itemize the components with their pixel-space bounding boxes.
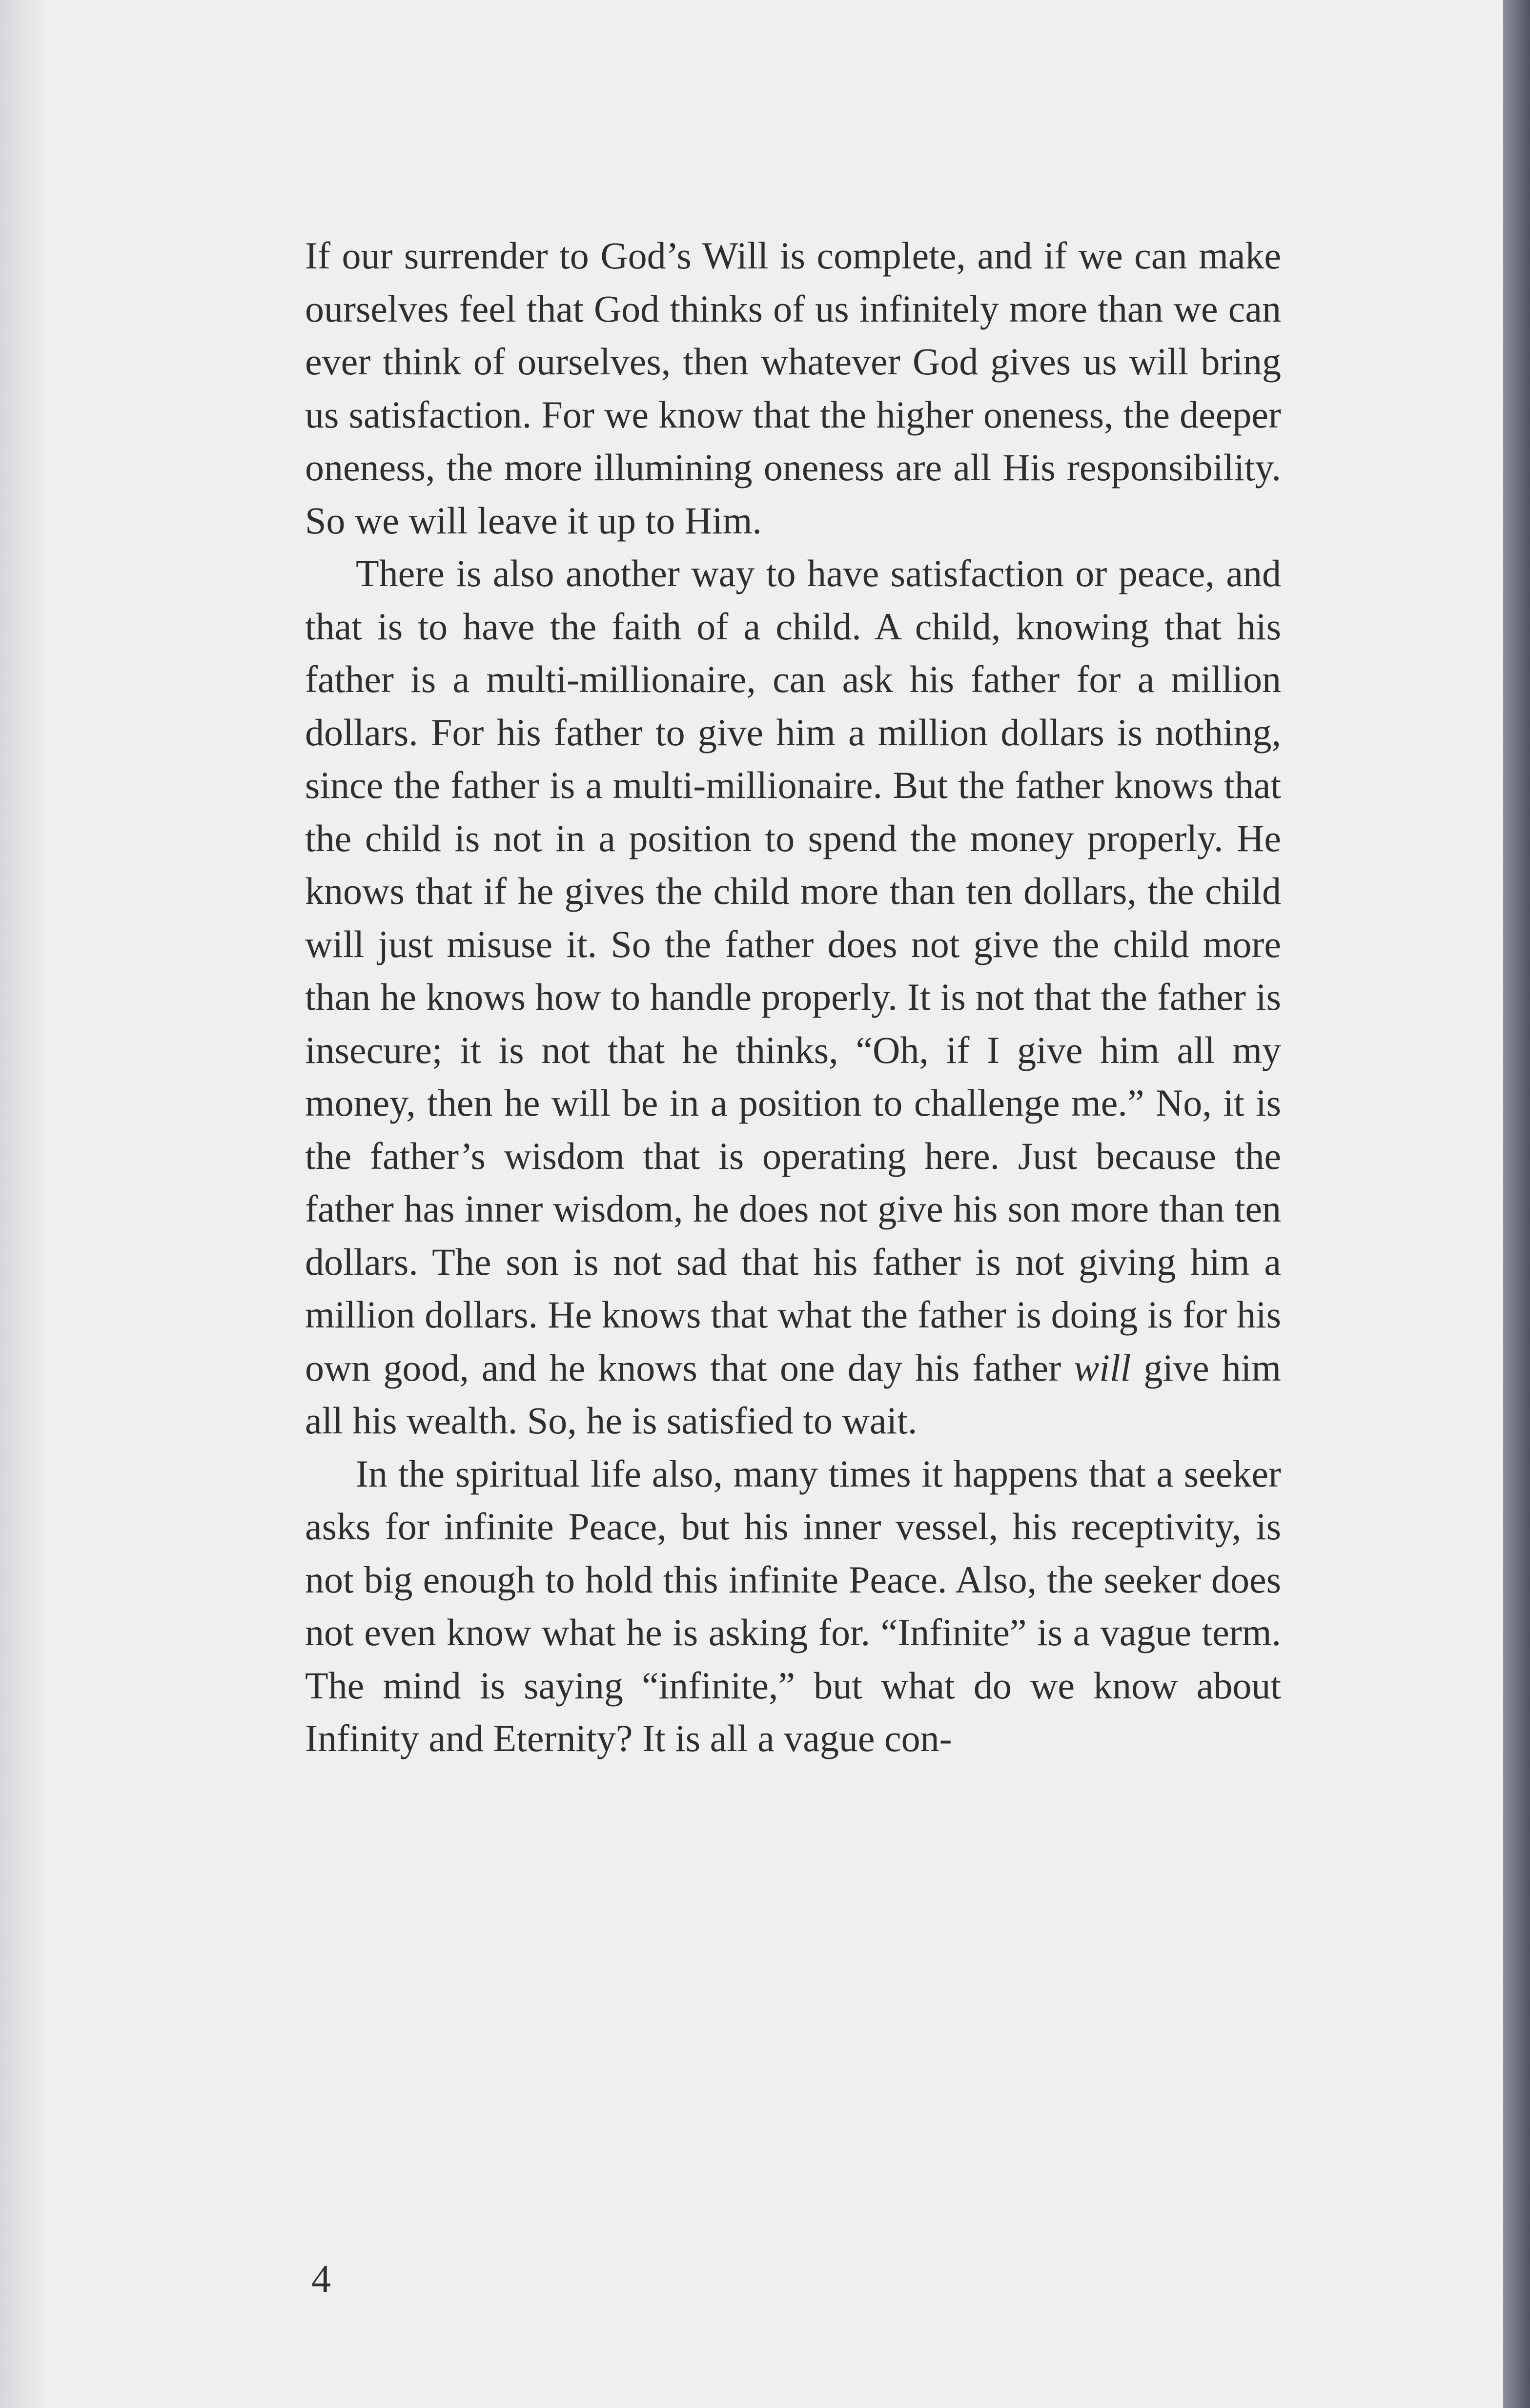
body-text — [305, 229, 1281, 1765]
paragraph-2 — [305, 547, 1281, 1448]
paragraph-3: In the spiritual life also, many times it happens that a seeker asks for infinite Peace, but his inner vessel, his receptivity, is not big enough to hold this infinite Peace. Also, the seeker does not even know what he is asking for. “Infinite” is a vague term. The mind is saying “infinite,” but what do we know about Infinity and Eternity? It is all a vague con- — [305, 1452, 1281, 1759]
paragraph-1: If our surrender to God’s Will is complete, and if we can make ourselves feel that God thinks of us infinitely more than we can ever think of ourselves, then whatever God gives us will bring us satisfaction. For we know that the higher oneness, the deeper oneness, the more illumining oneness are all His responsibility. So we will leave it up to Him. — [305, 234, 1281, 542]
paragraph-2-text: There is also another way to have satisfaction or peace, and that is to have the faith of a child. A child, knowing that his father is a multi-millionaire, can ask his father for a million dollars. For his father to give him a million dollars is nothing, since the father is a multi-millionaire. But the father knows that the child is not in a position to spend the money properly. He knows that if he gives the child more than ten dollars, the child will just misuse it. So the father does not give the child more than he knows how to handle properly. It is not that the father is insecure; it is not that he thinks, “Oh, if I give him all my money, then he will be in a position to challenge me.” No, it is the father’s wisdom that is operating here. Just because the father has inner wisdom, he does not give his son more than ten dollars. The son is not sad that his father is not giving him a million dollars. He knows that what the father is doing is for his own good, and he knows that one day his father — [305, 552, 1281, 1389]
page-left-edge — [0, 0, 44, 2408]
emphasized-word: will — [1074, 1346, 1131, 1389]
page-right-shadow — [1503, 0, 1530, 2408]
paragraph-2-end: give him all his wealth. So, he is satisfied to wait. — [305, 1346, 1282, 1442]
page-number: 4 — [311, 2258, 331, 2301]
